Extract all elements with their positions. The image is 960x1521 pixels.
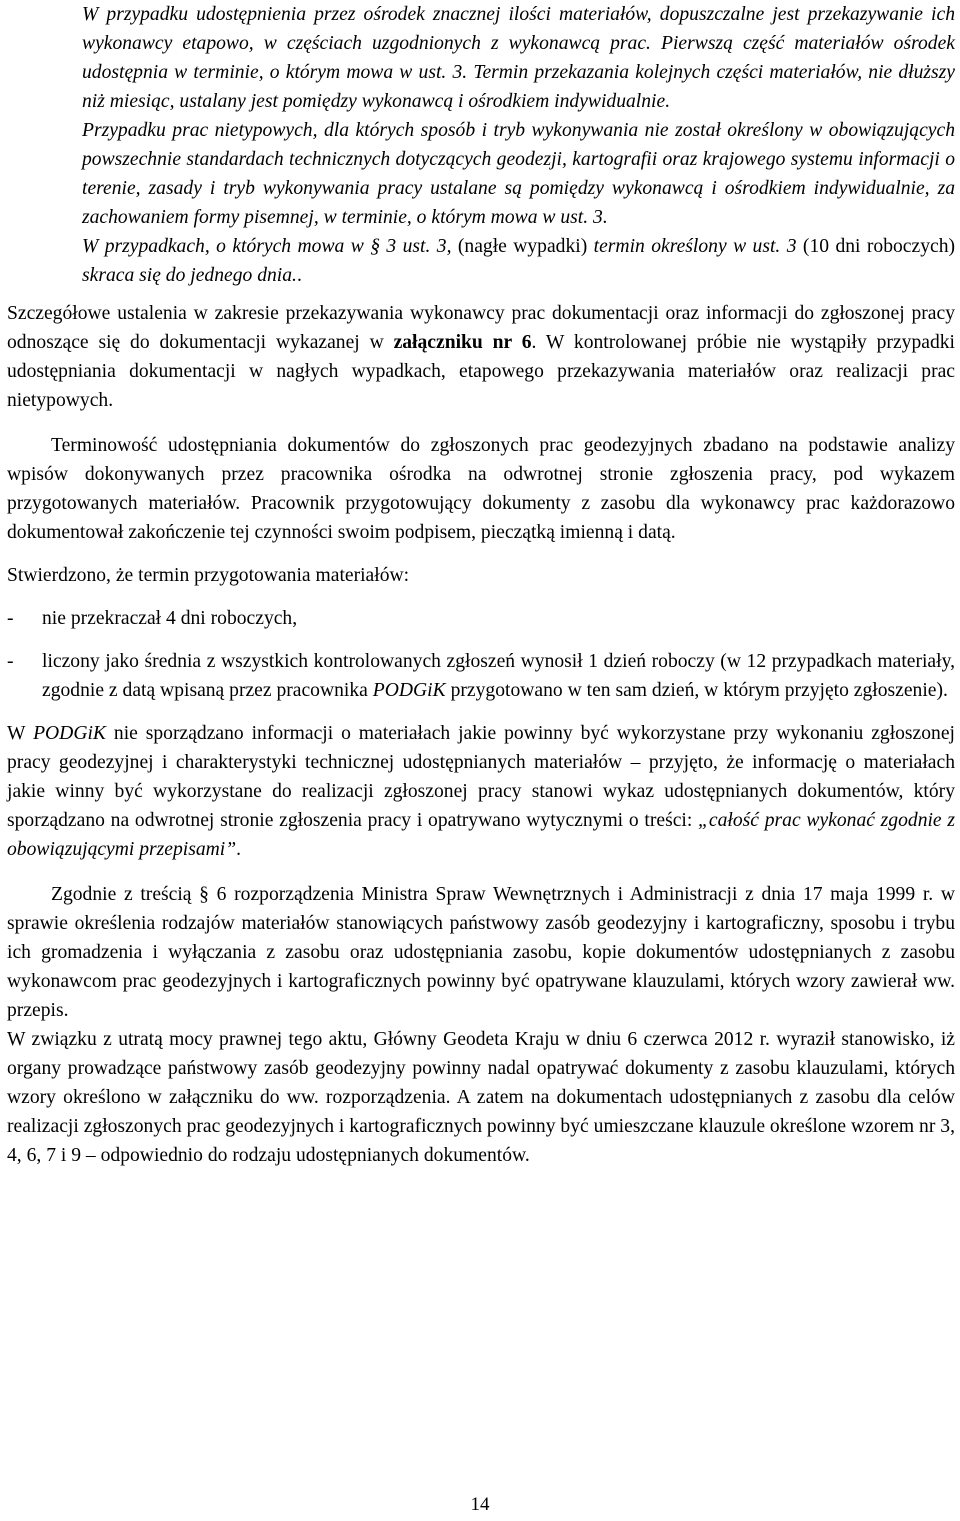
document-page bbox=[7, 0, 955, 1170]
paragraph-materials-info: W PODGiK nie sporządzano informacji o materiałach jakie powinny być wykorzystane przy wykonaniu zgłoszonej pracy geodezyjnej i charakterystyki technicznej udostępnianych materiałów – przyjęto, że informację o materiałach jakie winny być wykorzystane do realizacji zgłoszonej pracy stanowi wykaz udostępnianych dokumentów, który sporządzano na odwrotnej stronie zgłoszenia pracy i opatrywano wytycznymi o treści: „całość prac wykonać zgodnie z obowiązującymi przepisami”. bbox=[7, 723, 955, 860]
paragraph-chief-surveyor: W związku z utratą mocy prawnej tego aktu, Główny Geodeta Kraju w dniu 6 czerwca 2012 r. wyraził stanowisko, iż organy prowadzące państwowy zasób geodezyjny powinny nadal opatrywać dokumenty z zasobu klauzulami, których wzory określono w załączniku do ww. rozporządzenia. A zatem na dokumentach udostępnianych z zasobu dla celów realizacji zgłoszonych prac geodezyjnych i kartograficznych powinny być umieszczane klauzule określone wzorem nr 3, 4, 6, 7 i 9 – odpowiednio do rodzaju udostępnianych dokumentów. bbox=[7, 1029, 955, 1166]
paragraph-regulation: Zgodnie z treścią § 6 rozporządzenia Ministra Spraw Wewnętrznych i Administracji z dnia 17 maja 1999 r. w sprawie określenia rodzajów materiałów stanowiących państwowy zasób geodezyjny i kartograficzny, sposobu i trybu ich gromadzenia i wyłączania z zasobu oraz udostępniania zasobu, kopie dokumentów udostępnianych z zasobu wykonawcom prac geodezyjnych i kartograficznych powinny być opatrywane klauzulami, których wzory zawierał ww. przepis. bbox=[7, 884, 955, 1021]
list-item-max-days: - nie przekraczał 4 dni roboczych, bbox=[7, 604, 955, 633]
paragraph-findings-intro: Stwierdzono, że termin przygotowania materiałów: bbox=[7, 565, 410, 586]
paragraph-detailed-arrangements: Szczegółowe ustalenia w zakresie przekazywania wykonawcy prac dokumentacji oraz informacji do zgłoszonej pracy odnoszące się do dokumentacji wykazanej w załączniku nr 6. W kontrolowanej próbie nie wystąpiły przypadki udostępniania dokumentacji w nagłych wypadkach, etapowego przekazywania materiałów oraz realizacji prac nietypowych. bbox=[7, 303, 955, 411]
attachment-reference: załączniku nr 6 bbox=[393, 332, 532, 353]
quoted-paragraph-urgent-cases: W przypadkach, o których mowa w § 3 ust. 3, (nagłe wypadki) termin określony w ust. 3 (10 dni roboczych) skraca się do jednego dnia.. bbox=[82, 236, 956, 286]
paragraph-timeliness: Terminowość udostępniania dokumentów do zgłoszonych prac geodezyjnych zbadano na podstawie analizy wpisów dokonywanych przez pracownika ośrodka na odwrotnej stronie zgłoszenia pracy, pod wykazem przygotowanych materiałów. Pracownik przygotowujący dokumenty z zasobu dla wykonawcy prac każdorazowo dokumentował zakończenie tej czynności swoim podpisem, pieczątką imienną i datą. bbox=[7, 435, 955, 543]
quoted-paragraph-staged-transfer: W przypadku udostępnienia przez ośrodek znacznej ilości materiałów, dopuszczalne jest przekazywanie ich wykonawcy etapowo, w częściach uzgodnionych z wykonawcą prac. Pierwszą część materiałów ośrodek udostępnia w terminie, o którym mowa w ust. 3. Termin przekazania kolejnych części materiałów, nie dłuższy niż miesiąc, ustalany jest pomiędzy wykonawcą i ośrodkiem indywidualnie. bbox=[82, 4, 955, 112]
list-item-average-days: - liczony jako średnia z wszystkich kontrolowanych zgłoszeń wynosił 1 dzień roboczy (w 12 przypadkach materiały, zgodnie z datą wpisaną przez pracownika PODGiK przygotowano w ten sam dzień, w którym przyjęto zgłoszenie). bbox=[7, 647, 955, 705]
list-dash: - bbox=[7, 651, 14, 672]
quoted-paragraph-atypical-works: Przypadku prac nietypowych, dla których sposób i tryb wykonywania nie został określony w obowiązujących powszechnie standardach technicznych dotyczących geodezji, kartografii oraz krajowego systemu informacji o terenie, zasady i tryb wykonywania pracy ustalane są pomiędzy wykonawcą i ośrodkiem indywidualnie, za zachowaniem formy pisemnej, w terminie, o którym mowa w ust. 3. bbox=[82, 120, 955, 228]
page-number: 14 bbox=[470, 1494, 490, 1515]
list-dash: - bbox=[7, 608, 14, 629]
